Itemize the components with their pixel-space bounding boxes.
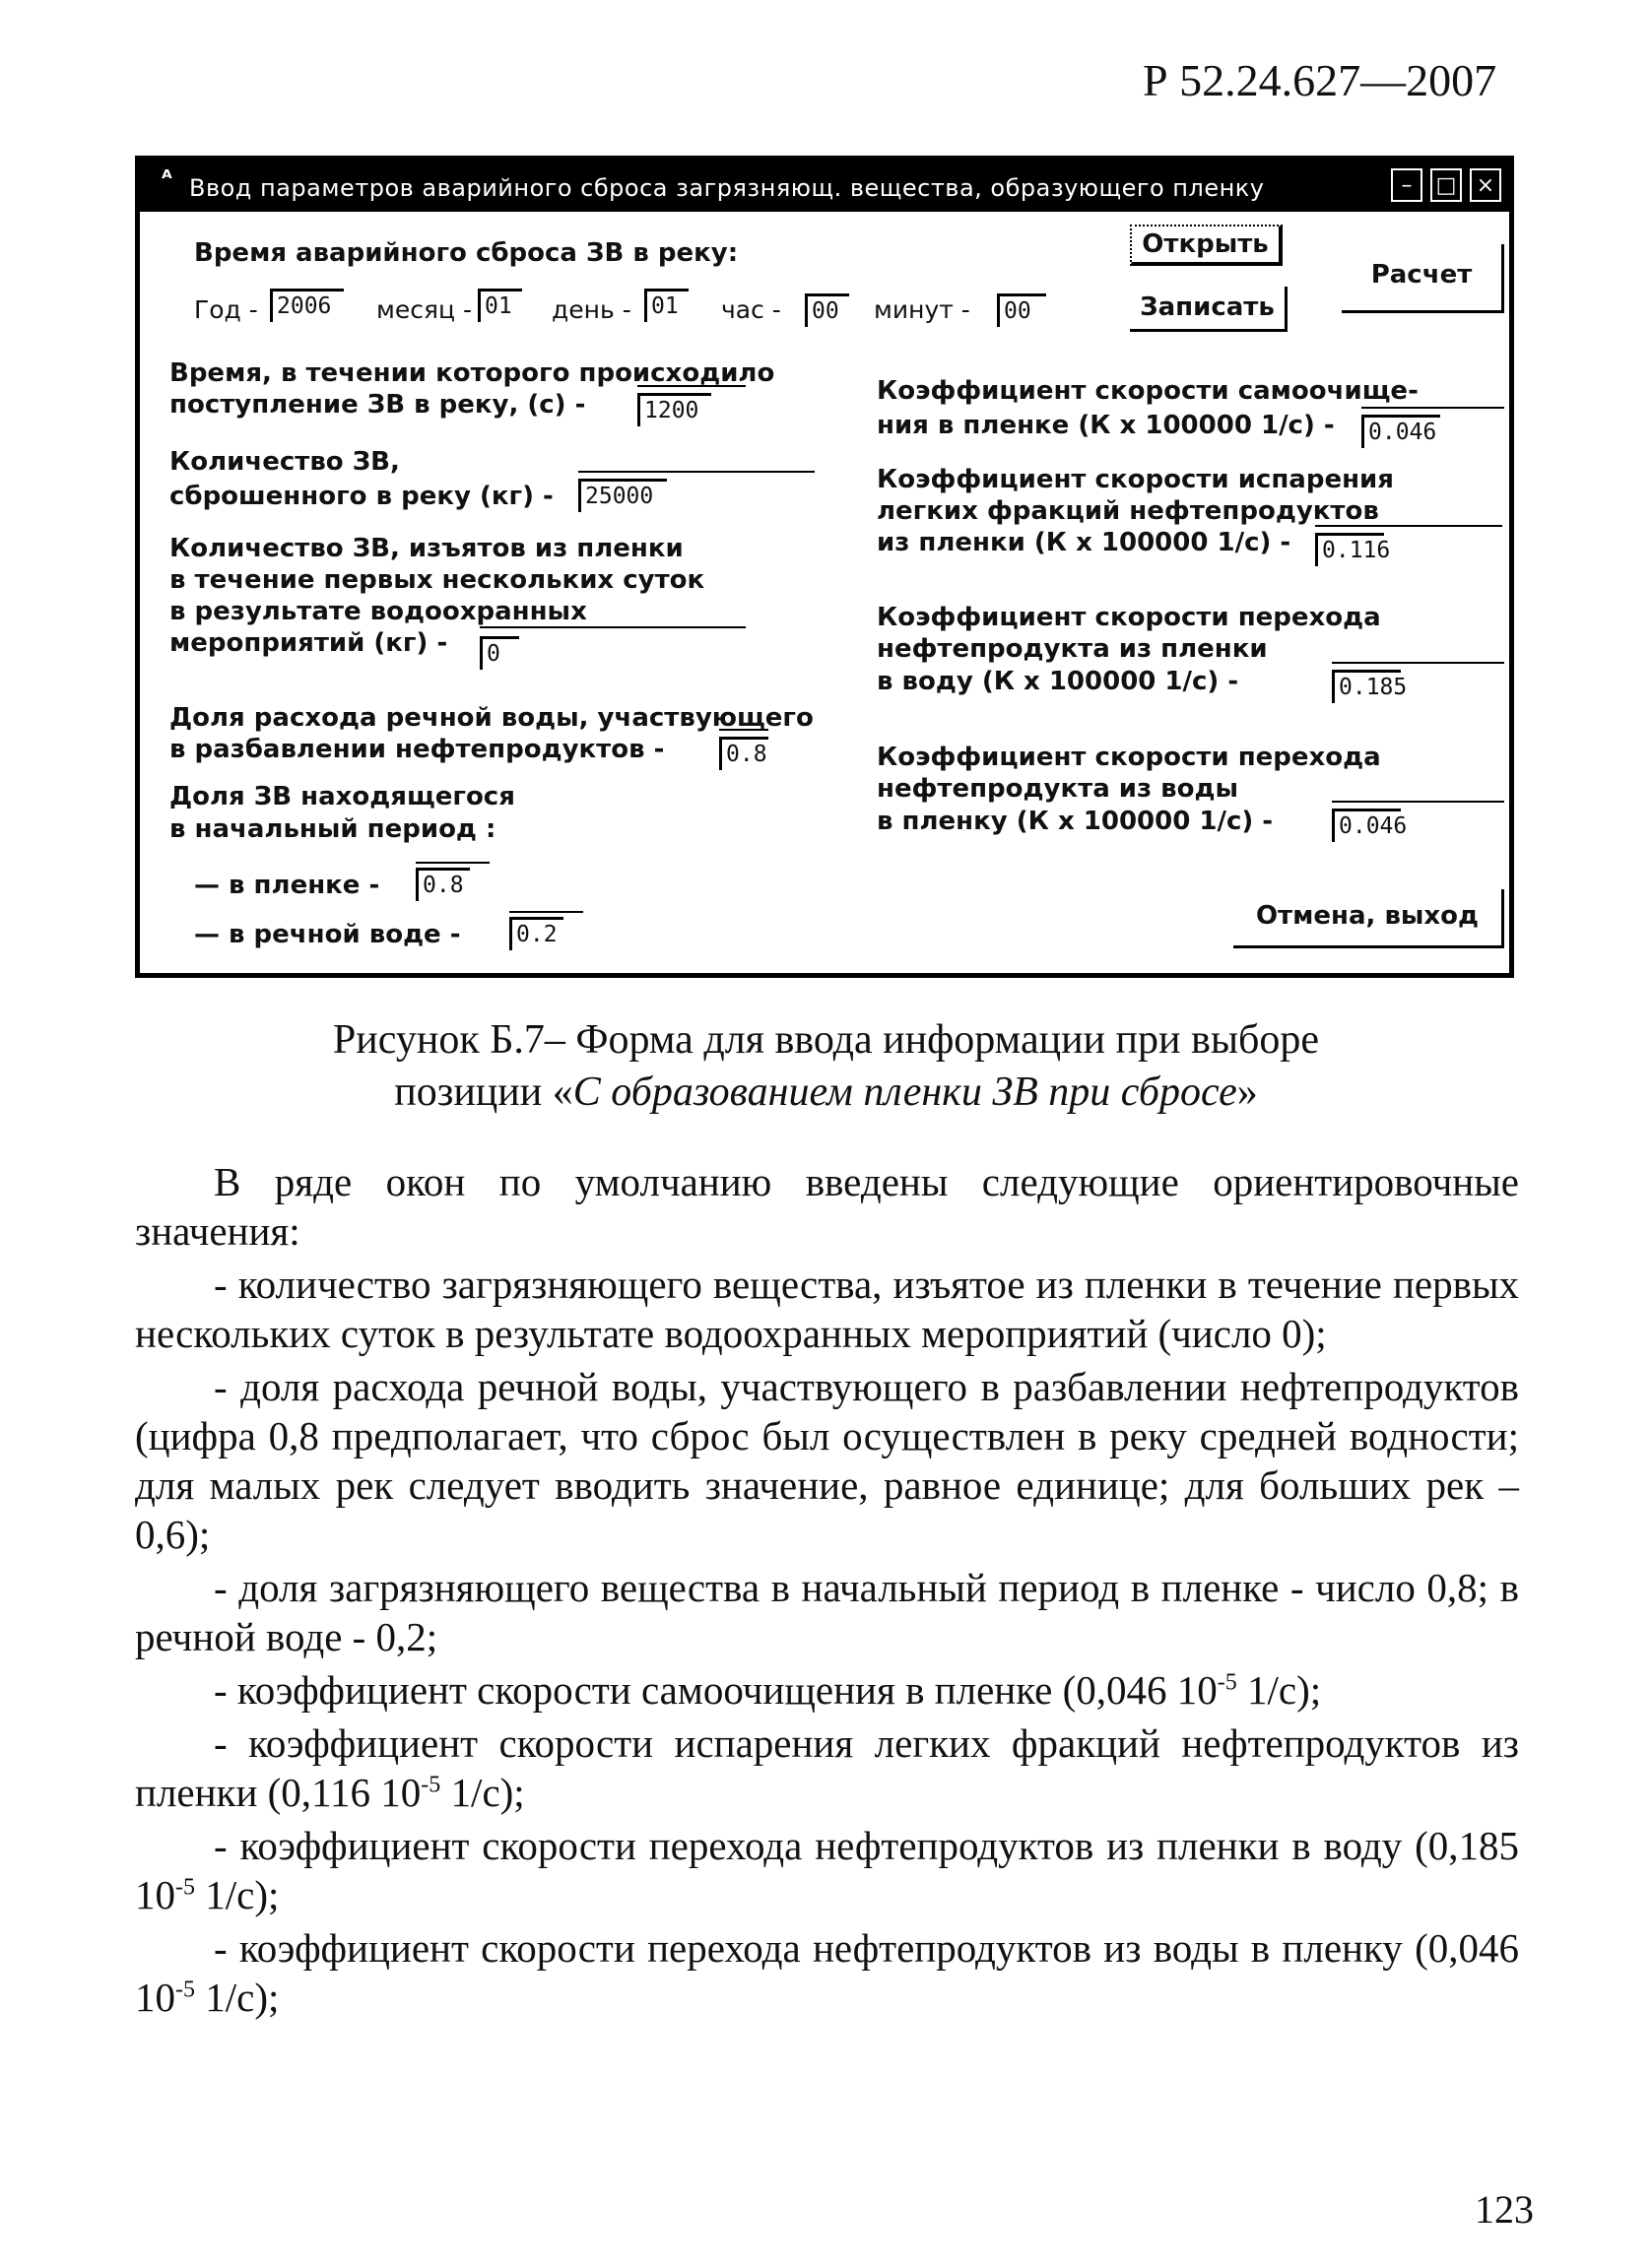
window-controls <box>1391 168 1501 202</box>
water-to-film-field-line <box>1332 801 1504 803</box>
open-button[interactable]: Открыть <box>1130 225 1283 266</box>
coef-text: - коэффициент скорости испарения легких фракций нефтепродуктов из пленки (0,116 10 <box>135 1720 1519 1815</box>
water-to-film-label-line1: Коэффициент скорости перехода <box>877 743 1381 772</box>
selfclean-field-line <box>1361 407 1504 409</box>
amount-label-line2: сброшенного в реку (кг) - <box>169 482 554 511</box>
initial-share-label-line2: в начальный период : <box>169 814 496 844</box>
amount-label-line1: Количество ЗВ, <box>169 447 400 477</box>
coef-tail: 1/с); <box>195 1975 280 2020</box>
month-input[interactable]: 01 <box>478 289 522 322</box>
share-label-line1: Доля расхода речной воды, участвующего <box>169 703 814 733</box>
evaporation-field-line <box>1315 525 1502 527</box>
calculate-button[interactable]: Расчет <box>1342 244 1504 313</box>
amount-input[interactable]: 25000 <box>578 479 667 512</box>
intro-paragraph: В ряде окон по умолчанию введены следующие ориентировочные значения: <box>135 1159 1519 1254</box>
list-item <box>135 1718 1519 1817</box>
film-to-water-label-line2: нефтепродукта из пленки <box>877 634 1268 664</box>
selfclean-input[interactable]: 0.046 <box>1361 415 1440 448</box>
list-item <box>135 1665 1519 1715</box>
coef-tail: 1/с); <box>440 1770 525 1815</box>
close-button[interactable]: × <box>1470 168 1501 202</box>
caption-suffix: » <box>1236 1069 1258 1115</box>
share-field-line <box>719 729 768 731</box>
coef-exponent: -5 <box>175 1976 195 2003</box>
removed-label-line1: Количество ЗВ, изъятов из пленки <box>169 534 684 563</box>
water-field-line <box>509 911 583 913</box>
dialog-title-bar[interactable] <box>140 161 1509 212</box>
coef-exponent: -5 <box>175 1874 195 1901</box>
film-share-label: — в пленке - <box>194 871 380 900</box>
figure-caption-line1: Рисунок Б.7– Форма для ввода информации при выборе <box>332 1017 1320 1063</box>
month-label: месяц - <box>376 295 473 324</box>
year-input[interactable]: 2006 <box>270 289 344 322</box>
day-label: день - <box>552 295 631 324</box>
film-to-water-label-line1: Коэффициент скорости перехода <box>877 603 1381 632</box>
coef-text: - коэффициент скорости самоочищения в пленке (0,046 10 <box>214 1667 1218 1713</box>
document-code: Р 52.24.627—2007 <box>1143 55 1497 105</box>
hour-label: час - <box>721 295 781 324</box>
film-field-line <box>416 862 490 864</box>
removed-field-line <box>480 626 746 628</box>
film-to-water-input[interactable]: 0.185 <box>1332 670 1401 703</box>
evaporation-label-line1: Коэффициент скорости испарения <box>877 465 1394 494</box>
removed-label-line3: в результате водоохранных <box>169 597 587 626</box>
list-item: - доля расхода речной воды, участвующего в разбавлении нефтепродуктов (цифра 0,8 предполагает, что сброс был осуществлен в реку средней водности; для малых рек следует вводить значение, равное единице; для больших рек – 0,6); <box>135 1364 1519 1557</box>
water-to-film-input[interactable]: 0.046 <box>1332 809 1401 842</box>
coef-text: - коэффициент скорости перехода нефтепродуктов из воды в пленку (0,046 10 <box>135 1925 1519 2020</box>
removed-label-line2: в течение первых нескольких суток <box>169 565 705 595</box>
selfclean-label-line1: Коэффициент скорости самоочище- <box>877 376 1419 406</box>
discharge-time-title: Время аварийного сброса ЗВ в реку: <box>194 238 739 268</box>
water-share-input[interactable]: 0.2 <box>509 917 563 950</box>
film-to-water-field-line <box>1332 662 1504 664</box>
coef-exponent: -5 <box>421 1772 441 1798</box>
list-item: - доля загрязняющего вещества в начальный период в пленке - число 0,8; в речной воде - 0,2; <box>135 1565 1519 1659</box>
minimize-button[interactable]: – <box>1391 168 1422 202</box>
evaporation-label-line3: из пленки (К х 100000 1/с) - <box>877 528 1291 557</box>
duration-label-line2: поступление ЗВ в реку, (с) - <box>169 390 586 420</box>
removed-input[interactable]: 0 <box>480 636 519 670</box>
selfclean-label-line2: ния в пленке (К х 100000 1/с) - <box>877 411 1335 440</box>
minute-input[interactable]: 00 <box>997 293 1046 327</box>
duration-field-line <box>637 385 746 387</box>
save-button[interactable]: Записать <box>1130 287 1288 332</box>
window-icon: ᴬ <box>162 166 172 191</box>
caption-italic: С образованием пленки ЗВ при сбросе <box>572 1069 1237 1115</box>
figure-caption-line2 <box>0 1067 1652 1118</box>
coef-text: - коэффициент скорости перехода нефтепродуктов из пленки в воду (0,185 10 <box>135 1823 1519 1917</box>
water-share-label: — в речной воде - <box>194 920 461 949</box>
body-text <box>135 1157 1519 2026</box>
duration-input[interactable]: 1200 <box>637 393 711 426</box>
caption-prefix: позиции « <box>394 1069 573 1115</box>
hour-input[interactable]: 00 <box>805 293 849 327</box>
minute-label: минут - <box>874 295 970 324</box>
year-label: Год - <box>194 295 258 324</box>
film-to-water-label-line3: в воду (К х 100000 1/с) - <box>877 667 1239 696</box>
film-share-input[interactable]: 0.8 <box>416 868 470 901</box>
list-item <box>135 1821 1519 1919</box>
page-number: 123 <box>1475 2187 1534 2232</box>
share-input[interactable]: 0.8 <box>719 737 768 770</box>
evaporation-label-line2: легких фракций нефтепродуктов <box>877 496 1379 526</box>
evaporation-input[interactable]: 0.116 <box>1315 533 1384 566</box>
share-label-line2: в разбавлении нефтепродуктов - <box>169 735 665 764</box>
list-item: - количество загрязняющего вещества, изъятое из пленки в течение первых нескольких суток в результате водоохранных мероприятий (число 0); <box>135 1262 1519 1356</box>
amount-field-line <box>578 471 815 473</box>
day-input[interactable]: 01 <box>644 289 689 322</box>
initial-share-label-line1: Доля ЗВ находящегося <box>169 782 515 811</box>
maximize-button[interactable]: □ <box>1430 168 1462 202</box>
input-dialog-window <box>135 156 1514 978</box>
water-to-film-label-line2: нефтепродукта из воды <box>877 774 1238 804</box>
cancel-exit-button[interactable]: Отмена, выход <box>1233 889 1504 948</box>
duration-label-line1: Время, в течении которого происходило <box>169 358 775 388</box>
removed-label-line4: мероприятий (кг) - <box>169 628 448 658</box>
coef-tail: 1/с); <box>195 1872 280 1917</box>
coef-tail: 1/с); <box>1236 1667 1322 1713</box>
list-item <box>135 1923 1519 2022</box>
dialog-title: Ввод параметров аварийного сброса загрязняющ. вещества, образующего пленку <box>189 174 1265 202</box>
water-to-film-label-line3: в пленку (К х 100000 1/с) - <box>877 807 1274 836</box>
coef-exponent: -5 <box>1217 1669 1237 1696</box>
